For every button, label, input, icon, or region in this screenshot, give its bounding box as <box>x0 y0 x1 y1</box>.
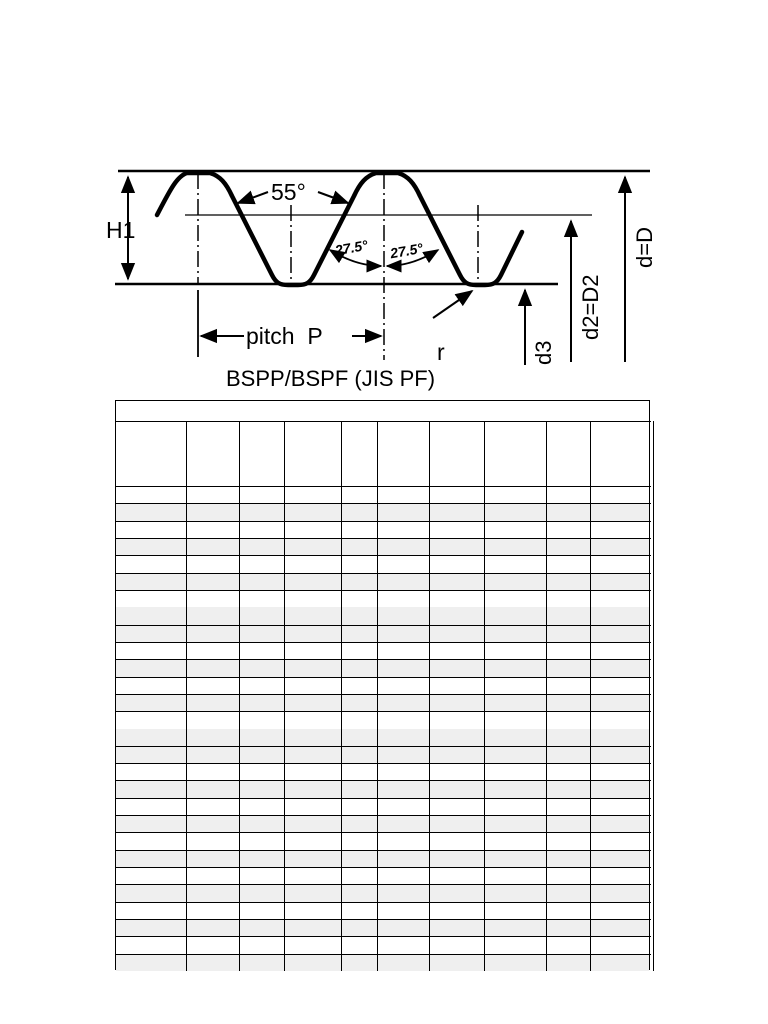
table-row-divider <box>116 677 651 678</box>
pitch-label: pitch P <box>246 323 323 349</box>
table-row-divider <box>116 815 651 816</box>
table-row-divider <box>116 659 651 660</box>
table-row-divider <box>116 711 651 712</box>
table-row-divider <box>116 780 651 781</box>
table-row-band <box>116 659 649 676</box>
radius-label: r <box>437 339 445 365</box>
table-row-band <box>116 573 649 590</box>
d-label: d=D <box>632 227 657 268</box>
table-row-band <box>116 538 649 555</box>
radius-leader <box>433 291 472 318</box>
table-row-band <box>116 919 649 936</box>
table-row-band <box>116 729 649 746</box>
table-row-divider <box>116 936 651 937</box>
table-row-band <box>116 503 649 520</box>
center-lines <box>198 173 478 360</box>
table-row-band <box>116 815 649 832</box>
flank-angle-label: 55° <box>271 179 306 205</box>
table-row-divider <box>116 573 651 574</box>
table-row-band <box>116 746 649 763</box>
table-row-band <box>116 850 649 867</box>
half-angle-label-right: 27.5° <box>388 239 425 262</box>
table-row-divider <box>116 503 651 504</box>
table-column-divider <box>186 421 187 971</box>
thread-dimensions-table <box>115 400 650 970</box>
table-row-divider <box>116 590 651 591</box>
table-row-divider <box>116 884 651 885</box>
table-column-divider <box>341 421 342 971</box>
table-column-divider <box>284 421 285 971</box>
table-row-divider <box>116 867 651 868</box>
table-row-divider <box>116 538 651 539</box>
thread-profile-diagram <box>0 0 768 400</box>
table-row-divider <box>116 625 651 626</box>
table-column-divider <box>239 421 240 971</box>
table-row-divider <box>116 954 651 955</box>
d3-label: d3 <box>531 340 556 365</box>
table-row-band <box>116 780 649 797</box>
table-column-divider <box>546 421 547 971</box>
table-right-edge <box>653 421 654 971</box>
table-column-divider <box>377 421 378 971</box>
table-row-band <box>116 954 649 971</box>
diagram-caption: BSPP/BSPF (JIS PF) <box>226 366 436 391</box>
table-row-divider <box>116 902 651 903</box>
table-row-divider <box>116 555 651 556</box>
table-header-divider <box>116 486 651 487</box>
angle-arrow-left <box>238 192 268 203</box>
thread-profile <box>157 173 522 285</box>
table-row-band <box>116 625 649 642</box>
table-row-divider <box>116 763 651 764</box>
table-row-divider <box>116 850 651 851</box>
table-row-band <box>116 694 649 711</box>
table-row-band <box>116 884 649 901</box>
table-row-divider <box>116 642 651 643</box>
h1-label: H1 <box>106 217 136 243</box>
table-column-divider <box>484 421 485 971</box>
table-column-divider <box>429 421 430 971</box>
table-row-divider <box>116 521 651 522</box>
table-row-divider <box>116 919 651 920</box>
table-row-divider <box>116 746 651 747</box>
table-row-divider <box>116 694 651 695</box>
table-row-divider <box>116 832 651 833</box>
table-row-divider <box>116 798 651 799</box>
table-column-divider <box>590 421 591 971</box>
d2-label: d2=D2 <box>578 274 603 340</box>
table-title-divider <box>116 421 651 422</box>
table-row-band <box>116 607 649 624</box>
angle-arrow-right <box>318 192 348 203</box>
half-angle-label-left: 27.5° <box>333 236 369 259</box>
